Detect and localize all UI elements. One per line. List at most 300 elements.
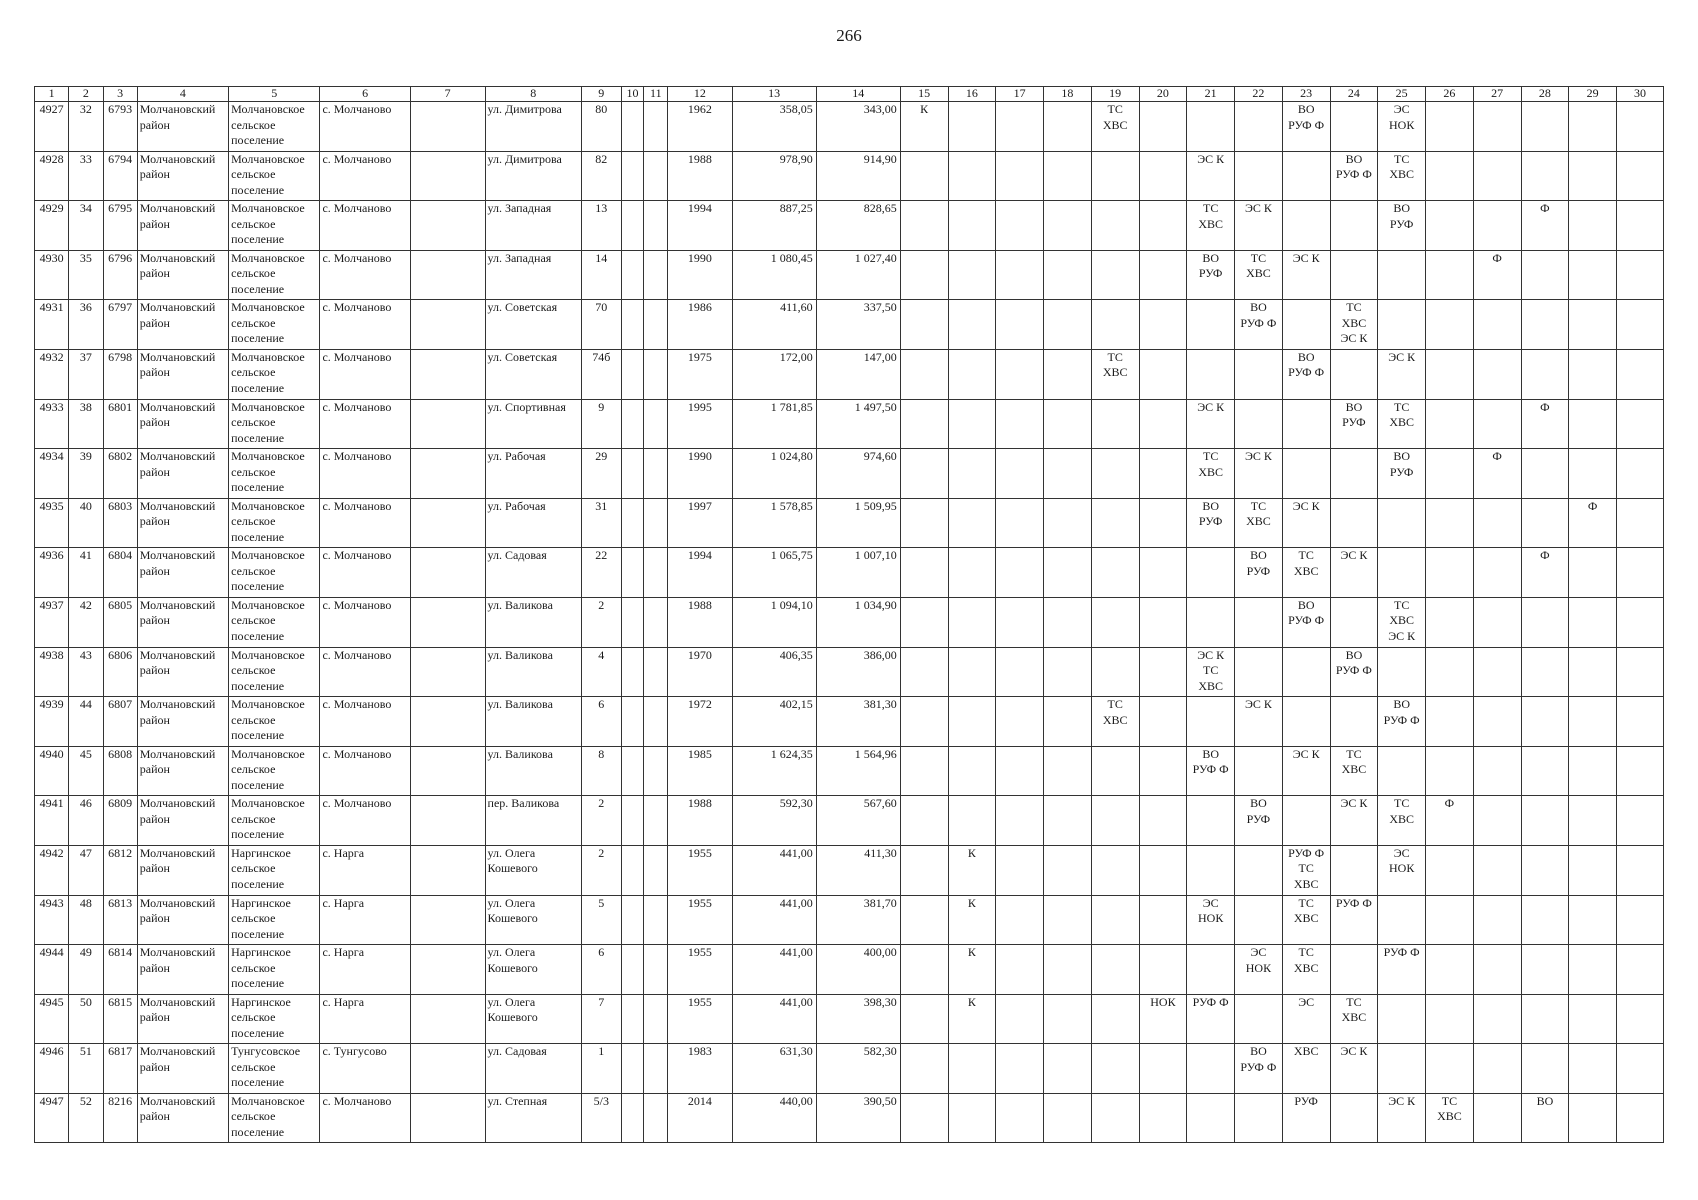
work-mark-col-29 [1569,449,1617,499]
work-mark-col-30 [1617,300,1664,350]
work-mark: ЭС К [1197,399,1225,414]
work-mark: ТС [1346,994,1362,1009]
work-mark-col-28 [1521,746,1569,796]
total-area: 411,60 [732,300,816,350]
work-mark-col-17 [996,597,1044,647]
settlement-name-line: Молчановское [231,746,305,761]
district-name [137,697,228,747]
empty-cell [644,1044,668,1094]
work-mark-col-20 [1139,647,1187,697]
house-number: 9 [582,399,621,449]
house-number: 22 [582,548,621,598]
work-mark-col-19 [1091,945,1139,995]
work-mark-col-24 [1330,597,1378,647]
work-mark-col-21 [1187,697,1235,747]
work-mark-col-27 [1473,449,1521,499]
work-mark: ХВС [1246,514,1271,529]
district-name-line: Молчановский [139,300,216,315]
work-mark-col-22 [1235,845,1283,895]
work-mark-col-29 [1569,102,1617,152]
work-mark-col-17 [996,151,1044,201]
build-year: 1970 [668,647,732,697]
work-mark-col-21 [1187,1044,1235,1094]
work-mark-col-27 [1473,498,1521,548]
total-area: 406,35 [732,647,816,697]
work-mark-col-16 [948,647,996,697]
work-mark: ЭС [1202,895,1219,910]
work-mark-col-16 [948,697,996,747]
work-mark-col-17 [996,845,1044,895]
work-mark: РУФ Ф [1192,994,1229,1009]
ordinal-number: 49 [69,945,103,995]
empty-cell [644,895,668,945]
street-name-line: ул. Советская [487,349,558,364]
ordinal-number: 38 [69,399,103,449]
settlement-name-line: сельское [231,415,276,430]
work-mark: ВО [1297,102,1315,116]
district-name-line: Молчановский [139,845,216,860]
district-name-line: район [139,117,170,132]
empty-cell [410,250,485,300]
object-id: 6806 [103,647,137,697]
work-mark-col-25 [1378,399,1426,449]
work-mark: ВО [1202,498,1219,513]
settlement-name-line: сельское [231,365,276,380]
work-mark-col-22 [1235,1093,1283,1143]
object-id: 6814 [103,945,137,995]
work-mark: Ф [1587,498,1598,513]
district-name-line: район [139,167,170,182]
district-name-line: Молчановский [139,151,216,166]
house-number: 74б [582,349,621,399]
settlement-name-line: сельское [231,861,276,876]
street-name [485,647,582,697]
work-mark-col-27 [1473,994,1521,1044]
column-number-header: 24 [1330,87,1378,102]
work-mark: РУФ [1294,1093,1318,1108]
street-name-line: ул. Садовая [487,1044,547,1059]
work-mark-col-20 [1139,250,1187,300]
work-mark: ВО [1297,597,1315,612]
work-mark-col-27 [1473,201,1521,251]
settlement-name [229,449,320,499]
work-mark: ЭС К [1197,151,1225,166]
settlement-name [229,945,320,995]
locality-name: с. Молчаново [320,647,410,697]
build-year: 1988 [668,597,732,647]
record-number: 4928 [35,151,69,201]
ordinal-number: 40 [69,498,103,548]
work-mark-col-19 [1091,449,1139,499]
object-id: 6808 [103,746,137,796]
street-name [485,994,582,1044]
work-mark-col-28 [1521,697,1569,747]
street-name-line: ул. Валикова [487,746,553,761]
settlement-name-line: поселение [231,529,285,544]
empty-cell [621,102,644,152]
record-number: 4936 [35,548,69,598]
work-mark-col-16 [948,945,996,995]
district-name-line: район [139,514,170,529]
living-area: 1 509,95 [816,498,900,548]
work-mark-col-30 [1617,102,1664,152]
build-year: 1975 [668,349,732,399]
empty-cell [410,201,485,251]
work-mark-col-29 [1569,300,1617,350]
work-mark-col-25 [1378,349,1426,399]
object-id: 6801 [103,399,137,449]
work-mark-col-18 [1044,796,1092,846]
settlement-name-line: поселение [231,926,285,941]
street-name [485,796,582,846]
empty-cell [621,151,644,201]
work-mark-col-21 [1187,845,1235,895]
record-number: 4930 [35,250,69,300]
work-mark-col-25 [1378,597,1426,647]
work-mark-col-24 [1330,349,1378,399]
ordinal-number: 37 [69,349,103,399]
column-number-header: 13 [732,87,816,102]
work-mark-col-30 [1617,845,1664,895]
work-mark-col-23 [1282,300,1330,350]
work-mark-col-23 [1282,895,1330,945]
empty-cell [644,1093,668,1143]
empty-cell [644,300,668,350]
object-id: 6807 [103,697,137,747]
work-mark: К [967,994,976,1009]
empty-cell [644,498,668,548]
work-mark-col-26 [1426,597,1474,647]
settlement-name-line: сельское [231,663,276,678]
work-mark: К [967,895,976,910]
work-mark-col-17 [996,449,1044,499]
district-name-line: Молчановский [139,796,216,811]
work-mark-col-29 [1569,498,1617,548]
ordinal-number: 33 [69,151,103,201]
work-mark-col-26 [1426,349,1474,399]
street-name [485,597,582,647]
district-name-line: Молчановский [139,449,216,464]
district-name [137,300,228,350]
work-mark: ЭС К [1244,449,1272,464]
district-name-line: район [139,1059,170,1074]
work-mark-col-18 [1044,498,1092,548]
work-mark-col-17 [996,349,1044,399]
work-mark-col-26 [1426,994,1474,1044]
settlement-name-line: поселение [231,430,285,445]
work-mark-col-28 [1521,1093,1569,1143]
work-mark-col-20 [1139,151,1187,201]
settlement-name [229,300,320,350]
empty-cell [410,1044,485,1094]
work-mark: ХВС [1293,876,1319,891]
work-mark-col-20 [1139,895,1187,945]
work-mark-col-24 [1330,498,1378,548]
work-mark-col-22 [1235,796,1283,846]
work-mark: ХВС [1198,678,1223,693]
work-mark-col-17 [996,102,1044,152]
empty-cell [644,945,668,995]
work-mark-col-29 [1569,697,1617,747]
empty-cell [410,994,485,1044]
work-mark: ЭС К [1388,1093,1416,1108]
work-mark-col-17 [996,796,1044,846]
column-number-header: 18 [1044,87,1092,102]
work-mark-col-17 [996,250,1044,300]
work-mark-col-24 [1330,1044,1378,1094]
street-name-line: ул. Садовая [487,548,547,563]
settlement-name-line: Тунгусовское [231,1044,301,1059]
living-area: 147,00 [816,349,900,399]
work-mark-col-19 [1091,845,1139,895]
column-number-header: 17 [996,87,1044,102]
district-name [137,151,228,201]
street-name-line: ул. Олега [487,845,536,860]
settlement-name-line: Молчановское [231,796,305,811]
work-mark: РУФ Ф [1383,945,1420,960]
district-name-line: район [139,762,170,777]
work-mark-col-15 [900,647,948,697]
work-mark: РУФ [1198,514,1223,529]
work-mark-col-17 [996,697,1044,747]
work-mark-col-19 [1091,746,1139,796]
empty-cell [410,697,485,747]
settlement-name-line: Наргинское [231,845,291,860]
house-number: 6 [582,697,621,747]
ordinal-number: 50 [69,994,103,1044]
work-mark: ТС [1202,449,1219,464]
work-mark: ЭС К [1292,746,1320,761]
empty-cell [621,250,644,300]
ordinal-number: 43 [69,647,103,697]
work-mark-col-29 [1569,994,1617,1044]
work-mark-col-16 [948,1093,996,1143]
work-mark-col-30 [1617,697,1664,747]
work-mark-col-15 [900,697,948,747]
street-name-line: ул. Спортивная [487,399,566,414]
total-area: 887,25 [732,201,816,251]
work-mark-col-21 [1187,647,1235,697]
locality-name: с. Молчаново [320,796,410,846]
column-number-header: 27 [1473,87,1521,102]
settlement-name-line: сельское [231,514,276,529]
district-name-line: Молчановский [139,945,216,960]
work-mark-col-26 [1426,498,1474,548]
table-row [35,746,1664,796]
work-mark-col-15 [900,548,948,598]
work-mark-col-18 [1044,1044,1092,1094]
work-mark-col-23 [1282,796,1330,846]
work-mark-col-27 [1473,597,1521,647]
locality-name: с. Молчаново [320,349,410,399]
empty-cell [410,746,485,796]
work-mark-col-24 [1330,449,1378,499]
settlement-name-line: поселение [231,380,285,395]
district-name-line: Молчановский [139,994,216,1009]
empty-cell [644,349,668,399]
work-mark-col-27 [1473,945,1521,995]
empty-cell [621,498,644,548]
district-name [137,1044,228,1094]
work-mark: ВО [1345,399,1363,414]
work-mark-col-17 [996,895,1044,945]
empty-cell [410,449,485,499]
work-mark-col-26 [1426,647,1474,697]
work-mark-col-22 [1235,697,1283,747]
district-name [137,399,228,449]
empty-cell [621,349,644,399]
work-mark: ТС [1107,349,1123,364]
living-area: 567,60 [816,796,900,846]
record-number: 4932 [35,349,69,399]
work-mark-col-20 [1139,845,1187,895]
empty-cell [621,796,644,846]
housing-register-table [34,86,1664,1143]
work-mark-col-25 [1378,102,1426,152]
work-mark-col-30 [1617,250,1664,300]
empty-cell [644,151,668,201]
record-number: 4939 [35,697,69,747]
settlement-name-line: сельское [231,712,276,727]
settlement-name-line: Молчановское [231,548,305,563]
street-name-line: Кошевого [487,1010,538,1025]
work-mark-col-25 [1378,746,1426,796]
settlement-name-line: сельское [231,464,276,479]
work-mark-col-15 [900,746,948,796]
table-row [35,597,1664,647]
ordinal-number: 51 [69,1044,103,1094]
work-mark-col-25 [1378,201,1426,251]
table-row [35,1044,1664,1094]
work-mark: К [920,102,929,116]
work-mark-col-15 [900,300,948,350]
work-mark-col-24 [1330,697,1378,747]
work-mark-col-21 [1187,250,1235,300]
district-name-line: Молчановский [139,746,216,761]
work-mark-col-28 [1521,399,1569,449]
settlement-name-line: поселение [231,182,285,197]
district-name-line: Молчановский [139,399,216,414]
work-mark-col-15 [900,895,948,945]
work-mark-col-15 [900,1044,948,1094]
ordinal-number: 35 [69,250,103,300]
work-mark-col-20 [1139,201,1187,251]
work-mark: ЭС [1250,945,1267,960]
work-mark-col-22 [1235,399,1283,449]
total-area: 402,15 [732,697,816,747]
settlement-name-line: сельское [231,613,276,628]
work-mark: РУФ Ф [1192,762,1229,777]
locality-name: с. Нарга [320,945,410,995]
table-row [35,994,1664,1044]
work-mark-col-20 [1139,399,1187,449]
work-mark-col-26 [1426,697,1474,747]
district-name-line: Молчановский [139,548,216,563]
work-mark-col-15 [900,399,948,449]
work-mark: ХВС [1341,315,1367,330]
work-mark-col-23 [1282,845,1330,895]
total-area: 592,30 [732,796,816,846]
work-mark: ВО [1393,697,1410,712]
total-area: 441,00 [732,845,816,895]
district-name-line: район [139,911,170,925]
column-number-header: 29 [1569,87,1617,102]
living-area: 1 027,40 [816,250,900,300]
work-mark-col-19 [1091,498,1139,548]
work-mark-col-24 [1330,1093,1378,1143]
work-mark-col-17 [996,945,1044,995]
work-mark-col-16 [948,994,996,1044]
settlement-name-line: поселение [231,827,285,842]
work-mark-col-19 [1091,548,1139,598]
build-year: 1994 [668,201,732,251]
work-mark: ВО [1202,250,1219,265]
work-mark-col-18 [1044,300,1092,350]
work-mark-col-25 [1378,796,1426,846]
build-year: 1972 [668,697,732,747]
settlement-name [229,597,320,647]
district-name-line: Молчановский [139,697,216,712]
district-name [137,845,228,895]
work-mark-col-29 [1569,1044,1617,1094]
district-name [137,498,228,548]
work-mark-col-18 [1044,845,1092,895]
work-mark: ТС [1393,399,1410,414]
work-mark-col-21 [1187,449,1235,499]
work-mark-col-30 [1617,449,1664,499]
object-id: 6805 [103,597,137,647]
district-name-line: Молчановский [139,1093,216,1108]
work-mark-col-19 [1091,399,1139,449]
locality-name: с. Тунгусово [320,1044,410,1094]
street-name [485,151,582,201]
work-mark: ЭС К [1388,349,1416,364]
work-mark: РУФ [1246,563,1271,578]
column-number-header: 10 [621,87,644,102]
living-area: 398,30 [816,994,900,1044]
work-mark: ХВС [1437,1109,1462,1124]
empty-cell [410,895,485,945]
work-mark: ЭС [1298,994,1315,1009]
ordinal-number: 34 [69,201,103,251]
total-area: 1 578,85 [732,498,816,548]
living-area: 914,90 [816,151,900,201]
work-mark-col-17 [996,498,1044,548]
work-mark-col-17 [996,647,1044,697]
locality-name: с. Молчаново [320,300,410,350]
settlement-name-line: Наргинское [231,895,291,910]
work-mark-col-20 [1139,349,1187,399]
work-mark: ВО [1202,746,1219,761]
settlement-name [229,349,320,399]
work-mark-col-25 [1378,994,1426,1044]
column-number-header: 22 [1235,87,1283,102]
house-number: 8 [582,746,621,796]
street-name [485,449,582,499]
work-mark-col-28 [1521,250,1569,300]
work-mark-col-16 [948,895,996,945]
work-mark-col-17 [996,1044,1044,1094]
work-mark-col-16 [948,796,996,846]
empty-cell [621,1093,644,1143]
work-mark-col-29 [1569,349,1617,399]
house-number: 7 [582,994,621,1044]
settlement-name-line: Молчановское [231,250,305,265]
work-mark: Ф [1540,399,1550,414]
settlement-name-line: сельское [231,1010,276,1025]
work-mark-col-18 [1044,102,1092,152]
district-name-line: район [139,811,170,826]
